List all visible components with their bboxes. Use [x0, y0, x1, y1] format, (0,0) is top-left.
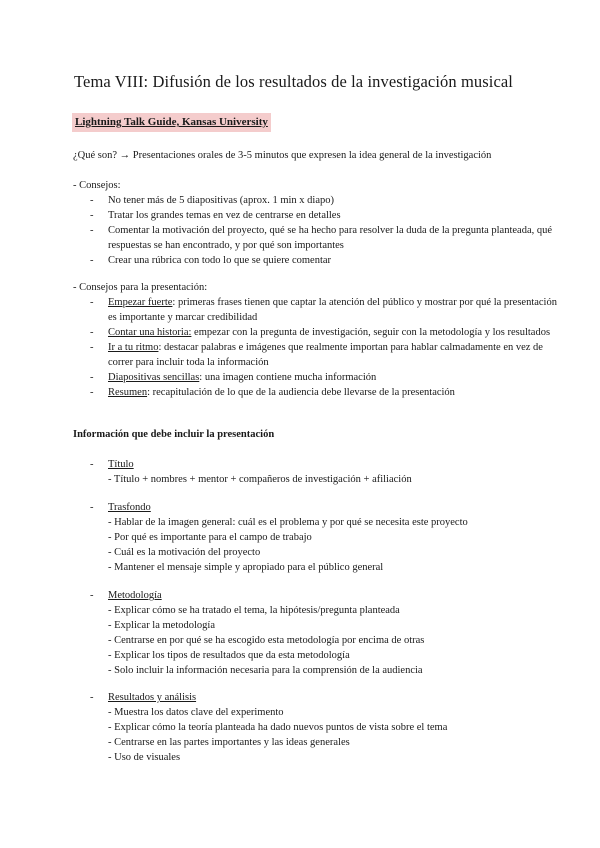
intro-paragraph: ¿Qué son? → Presentaciones orales de 3-5 minutos que expresen la idea general de la investigación — [73, 150, 492, 161]
list-item: - Diapositivas sencillas: una imagen contiene mucha información — [90, 372, 377, 383]
consejos-label: - Consejos: — [73, 180, 121, 191]
group-trasfondo: - Trasfondo - Hablar de la imagen general: cuál es el problema y por qué se necesita este proyecto - Por qué es importante para el campo de trabajo - Cuál es la motivación del proyecto - Mantener el mensaje simple y apropiado para el público general — [90, 502, 468, 573]
consejos-list — [73, 193, 563, 268]
presentacion-list — [73, 295, 563, 400]
list-item: - Empezar fuerte: primeras frases tienen que captar la atención del público y mostrar por qué la presentación es importante y marcar credibilidad — [90, 297, 557, 323]
presentacion-label: - Consejos para la presentación: — [73, 282, 208, 293]
list-item: - No tener más de 5 diapositivas (aprox. 1 min x diapo) — [90, 195, 334, 206]
group-metodologia: - Metodología - Explicar cómo se ha tratado el tema, la hipótesis/pregunta planteada - Explicar la metodología - Centrarse en por qué se ha escogido esta metodología por encima de otras - Explicar los tipos de resultados que da esta metodología - Solo incluir la información necesaria para la comprensión de la audiencia — [90, 590, 425, 676]
list-item: - Resumen: recapitulación de lo que de la audiencia debe llevarse de la presentación — [90, 387, 455, 398]
list-item: - Tratar los grandes temas en vez de centrarse en detalles — [90, 210, 341, 221]
page-title: Tema VIII: Difusión de los resultados de la investigación musical — [74, 72, 513, 91]
section-heading: Lightning Talk Guide, Kansas University — [72, 113, 271, 132]
list-item: - Contar una historia: empezar con la pregunta de investigación, seguir con la metodología y los resultados — [90, 327, 551, 338]
list-item: - Crear una rúbrica con todo lo que se quiere comentar — [90, 255, 332, 266]
group-resultados: - Resultados y análisis - Muestra los datos clave del experimento - Explicar cómo la teoría planteada ha dado nuevos puntos de vista sobre el tema - Centrarse en las partes importantes y las ideas generales - Uso de visuales — [90, 692, 448, 763]
list-item: - Ir a tu ritmo: destacar palabras e imágenes que realmente importan para hablar calmadamente en vez de correr para incluir toda la información — [90, 342, 543, 368]
info-heading: Información que debe incluir la presentación — [73, 429, 275, 440]
group-titulo: - Título - Título + nombres + mentor + compañeros de investigación + afiliación — [90, 459, 412, 485]
list-item: - Comentar la motivación del proyecto, qué se ha hecho para resolver la duda de la pregunta planteada, qué respuestas se han encontrado, y por qué son importantes — [90, 225, 553, 251]
